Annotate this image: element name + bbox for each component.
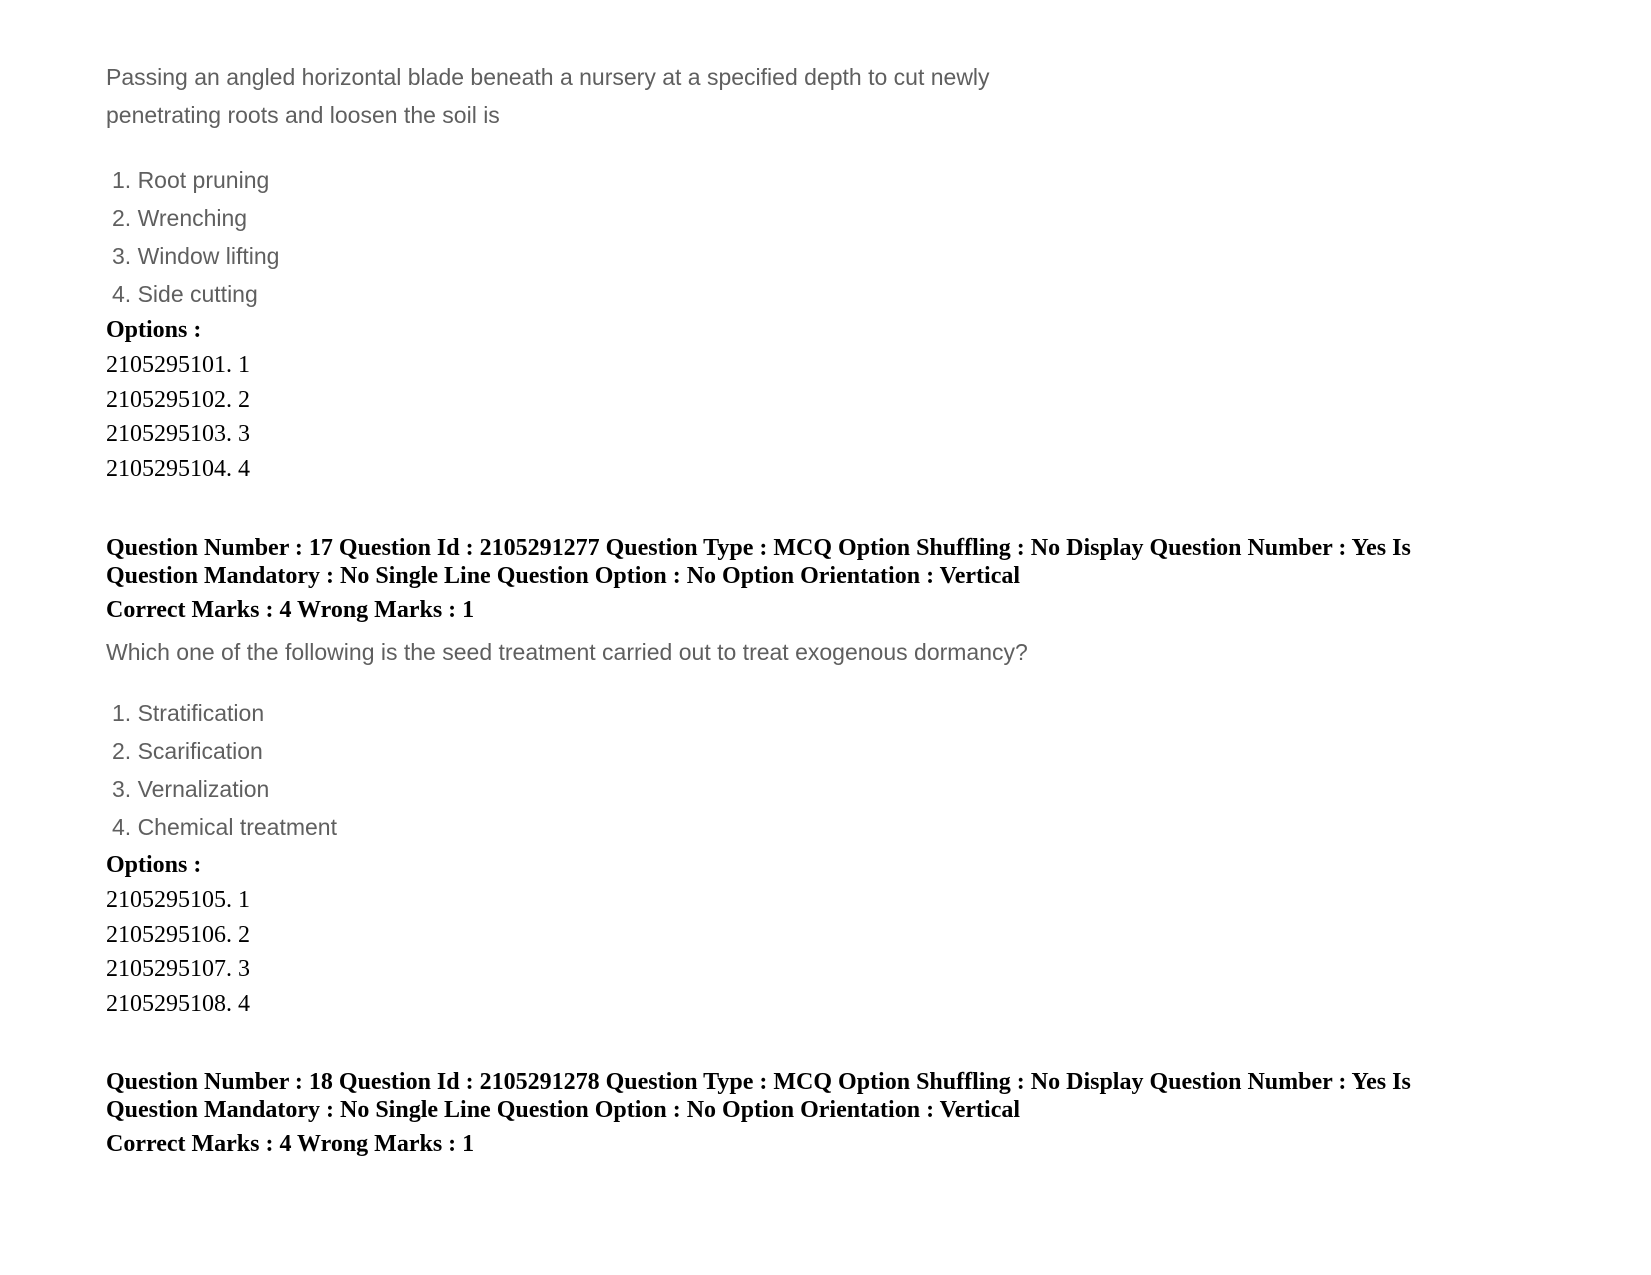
choice-item: 3. Window lifting	[112, 243, 280, 269]
question-17-option-codes	[106, 883, 250, 1021]
meta-line: Question Mandatory : No Single Line Question Option : No Option Orientation : Vertical	[106, 1097, 1021, 1123]
question-17-meta	[106, 534, 1596, 590]
meta-line: Question Mandatory : No Single Line Question Option : No Option Orientation : Vertical	[106, 563, 1021, 589]
question-18-meta	[106, 1068, 1596, 1124]
meta-line: Question Number : 17 Question Id : 2105291277 Question Type : MCQ Option Shuffling : No Display Question Number : Yes Is	[106, 535, 1411, 561]
choice-item: 3. Vernalization	[112, 776, 270, 802]
choice-item: 2. Wrenching	[112, 205, 248, 231]
question-16-option-codes	[106, 348, 250, 486]
meta-line: Question Number : 18 Question Id : 2105291278 Question Type : MCQ Option Shuffling : No Display Question Number : Yes Is	[106, 1069, 1411, 1095]
question-16-choices	[112, 161, 279, 313]
option-code: 2105295107. 3	[106, 956, 250, 982]
choice-item: 1. Root pruning	[112, 167, 270, 193]
question-18-marks: Correct Marks : 4 Wrong Marks : 1	[106, 1131, 475, 1157]
option-code: 2105295106. 2	[106, 921, 250, 948]
choice-item: 2. Scarification	[112, 738, 263, 764]
question-17-text: Which one of the following is the seed treatment carried out to treat exogenous dormancy?	[106, 639, 1028, 665]
option-code: 2105295108. 4	[106, 990, 250, 1017]
question-17-marks: Correct Marks : 4 Wrong Marks : 1	[106, 597, 475, 623]
question-16-text: Passing an angled horizontal blade beneath a nursery at a specified depth to cut newly penetrating roots and loosen the soil is	[106, 64, 990, 128]
choice-item: 1. Stratification	[112, 700, 265, 726]
option-code: 2105295104. 4	[106, 455, 250, 482]
option-code: 2105295105. 1	[106, 887, 250, 913]
question-17-choices	[112, 694, 337, 846]
choice-item: 4. Chemical treatment	[112, 814, 337, 840]
options-label: Options :	[106, 317, 202, 343]
option-code: 2105295103. 3	[106, 421, 250, 447]
option-code: 2105295102. 2	[106, 386, 250, 413]
options-label: Options :	[106, 852, 202, 878]
choice-item: 4. Side cutting	[112, 281, 258, 307]
option-code: 2105295101. 1	[106, 352, 250, 378]
